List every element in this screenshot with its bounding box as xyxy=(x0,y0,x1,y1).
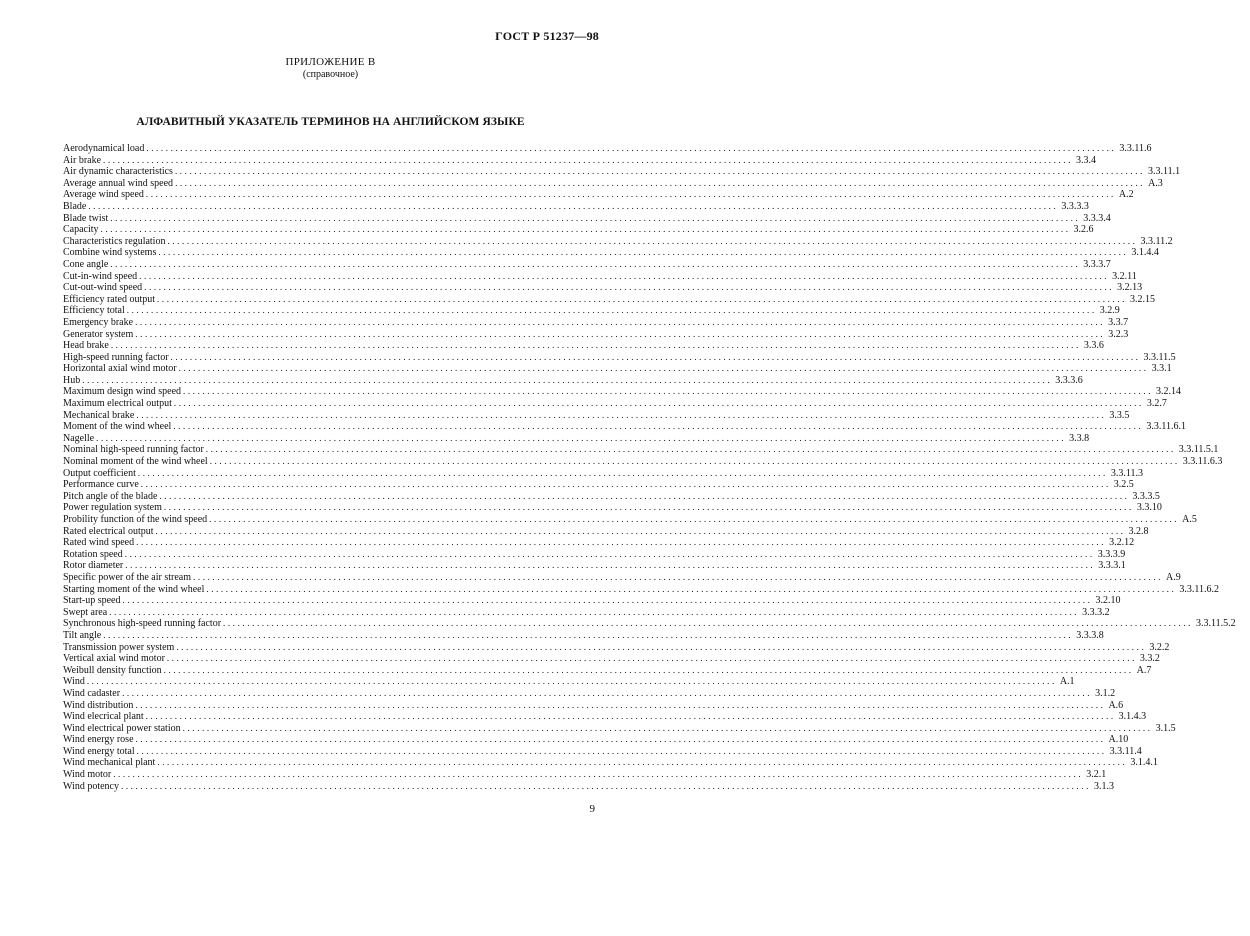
entry-reference: 3.3.2 xyxy=(1139,653,1160,665)
dot-leader: ........................................................................................................................................................................................................ xyxy=(178,363,1149,374)
dot-leader: ........................................................................................................................................................................................................ xyxy=(137,467,1108,478)
dot-leader: ........................................................................................................................................................................................................ xyxy=(88,200,1059,211)
index-entry xyxy=(63,177,1163,190)
dot-leader: ........................................................................................................................................................................................................ xyxy=(136,409,1107,420)
index-entry xyxy=(63,200,1089,213)
entry-term: Rated wind speed xyxy=(63,537,135,549)
entry-term: Starting moment of the wind wheel xyxy=(63,583,205,595)
entry-term: Weibull density function xyxy=(63,664,162,676)
entry-reference: 3.3.11.6.3 xyxy=(1182,456,1223,468)
index-entry xyxy=(63,467,1143,480)
dot-leader: ........................................................................................................................................................................................................ xyxy=(146,143,1117,153)
entry-term: Air brake xyxy=(63,154,102,166)
index-entry xyxy=(63,432,1090,445)
entry-term: Swept area xyxy=(63,606,108,618)
entry-reference: 3.2.14 xyxy=(1156,386,1182,398)
entry-term: Wind motor xyxy=(63,769,112,781)
index-entry xyxy=(63,258,1111,271)
entry-reference: 3.3.11.5.2 xyxy=(1196,618,1236,630)
dot-leader: ........................................................................................................................................................................................................ xyxy=(135,734,1106,745)
page-number: 9 xyxy=(589,803,595,815)
entry-term: Wind potency xyxy=(63,780,119,792)
entry-term: Wind distribution xyxy=(63,699,134,711)
entry-reference: 3.2.15 xyxy=(1130,293,1156,305)
entry-reference: 3.3.3.3 xyxy=(1061,200,1089,212)
dot-leader: ........................................................................................................................................................................................................ xyxy=(206,583,1177,594)
entry-term: Power regulation system xyxy=(63,502,162,514)
dot-leader: ........................................................................................................................................................................................................ xyxy=(120,780,1091,791)
dot-leader: ........................................................................................................................................................................................................ xyxy=(122,595,1093,606)
index-entry xyxy=(63,595,1121,607)
entry-reference: 3.1.3 xyxy=(1093,780,1114,792)
dot-leader: ........................................................................................................................................................................................................ xyxy=(145,189,1116,200)
dot-leader: ........................................................................................................................................................................................................ xyxy=(145,711,1116,722)
entry-reference: A.2 xyxy=(1118,189,1134,201)
entry-reference: 3.1.4.3 xyxy=(1118,711,1147,723)
entry-reference: 3.2.10 xyxy=(1095,595,1121,607)
dot-leader: ........................................................................................................................................................................................................ xyxy=(139,270,1110,281)
dot-leader: ........................................................................................................................................................................................................ xyxy=(155,525,1126,536)
entry-reference: 3.3.5 xyxy=(1109,409,1130,421)
entry-term: Generator system xyxy=(63,328,134,340)
entry-reference: 3.3.8 xyxy=(1069,432,1090,444)
entry-term: Moment of the wind wheel xyxy=(63,421,172,433)
dot-leader: ........................................................................................................................................................................................................ xyxy=(209,514,1180,524)
dot-leader: ........................................................................................................................................................................................................ xyxy=(159,490,1130,501)
entry-reference: A.10 xyxy=(1108,734,1129,746)
entry-reference: 3.2.9 xyxy=(1099,305,1120,317)
entry-reference: A.5 xyxy=(1182,514,1197,525)
entry-term: Rated electrical output xyxy=(63,525,154,537)
entry-term: Cut-out-wind speed xyxy=(63,282,143,294)
entry-term: Blade xyxy=(63,200,87,212)
entry-reference: 3.3.11.3 xyxy=(1110,467,1143,479)
entry-reference: 3.2.7 xyxy=(1146,398,1167,410)
dot-leader: ........................................................................................................................................................................................................ xyxy=(110,340,1081,351)
index-entry xyxy=(63,143,1152,155)
entry-term: Mechanical brake xyxy=(63,409,135,421)
index-entry xyxy=(63,514,1197,526)
entry-reference: 3.3.11.6.2 xyxy=(1179,583,1220,595)
dot-leader: ........................................................................................................................................................................................................ xyxy=(135,328,1106,339)
entry-term: Performance curve xyxy=(63,479,139,491)
index-entry xyxy=(63,351,1176,364)
entry-term: Nominal high-speed running factor xyxy=(63,444,204,456)
dot-leader: ........................................................................................................................................................................................................ xyxy=(125,560,1096,571)
index-entry xyxy=(63,687,1116,700)
entry-term: Wind cadaster xyxy=(63,687,121,699)
entry-term: Wind energy rose xyxy=(63,734,134,746)
index-entry xyxy=(63,479,1134,491)
dot-leader: ........................................................................................................................................................................................................ xyxy=(163,664,1134,675)
dot-leader: ........................................................................................................................................................................................................ xyxy=(144,282,1115,293)
index-entry xyxy=(63,676,1075,688)
entry-term: Wind electrical power station xyxy=(63,722,181,734)
entry-term: Wind energy total xyxy=(63,745,135,757)
dot-leader: ........................................................................................................................................................................................................ xyxy=(136,745,1107,756)
entry-reference: 3.3.11.4 xyxy=(1109,745,1142,757)
entry-reference: A.6 xyxy=(1108,699,1124,711)
dot-leader: ........................................................................................................................................................................................................ xyxy=(103,154,1074,165)
index-entry xyxy=(63,166,1181,178)
entry-term: Tilt angle xyxy=(63,629,102,641)
dot-leader: ........................................................................................................................................................................................................ xyxy=(122,687,1093,698)
index-entry xyxy=(63,340,1104,352)
entry-term: High-speed running factor xyxy=(63,351,169,363)
dot-leader: ........................................................................................................................................................................................................ xyxy=(173,398,1144,409)
entry-reference: 3.3.11.2 xyxy=(1140,235,1173,247)
entry-term: Horizontal axial wind motor xyxy=(63,363,177,375)
index-entry xyxy=(63,745,1142,758)
dot-leader: ........................................................................................................................................................................................................ xyxy=(166,653,1137,664)
entry-term: Average wind speed xyxy=(63,189,144,201)
entry-reference: 3.3.3.4 xyxy=(1083,212,1111,224)
entry-term: Characteristics regulation xyxy=(63,235,166,247)
entry-reference: 3.3.11.6.1 xyxy=(1146,421,1186,433)
dot-leader: ........................................................................................................................................................................................................ xyxy=(124,548,1095,559)
dot-leader: ........................................................................................................................................................................................................ xyxy=(103,629,1074,640)
index-entry xyxy=(63,502,1162,514)
index-entry xyxy=(63,398,1167,410)
index-entry xyxy=(63,305,1120,317)
index-entry xyxy=(63,606,1110,619)
entry-reference: A.9 xyxy=(1166,571,1181,583)
dot-leader: ........................................................................................................................................................................................................ xyxy=(110,258,1081,269)
dot-leader: ........................................................................................................................................................................................................ xyxy=(100,224,1071,235)
entry-term: Air dynamic characteristics xyxy=(63,166,173,178)
index-entry xyxy=(63,386,1182,398)
index-entry xyxy=(63,247,1159,259)
entry-reference: 3.1.5 xyxy=(1155,722,1176,734)
document-code: ГОСТ Р 51237—98 xyxy=(495,29,599,43)
entry-term: Cut-in-wind speed xyxy=(63,270,138,282)
entry-term: Vertical axial wind motor xyxy=(63,653,165,665)
index-entry xyxy=(63,235,1173,248)
dot-leader: ........................................................................................................................................................................................................ xyxy=(136,537,1107,548)
entry-term: Combine wind systems xyxy=(63,247,157,259)
entry-reference: 3.2.2 xyxy=(1149,641,1170,653)
index-entry xyxy=(63,780,1114,793)
dot-leader: ........................................................................................................................................................................................................ xyxy=(176,641,1147,652)
index-entry xyxy=(63,641,1170,654)
index-entry xyxy=(63,282,1143,294)
dot-leader: ........................................................................................................................................................................................................ xyxy=(175,177,1146,188)
entry-reference: A.7 xyxy=(1136,664,1152,676)
entry-term: Aerodynamical load xyxy=(63,143,145,154)
entry-reference: 3.3.3.7 xyxy=(1083,258,1111,270)
entry-term: Wind xyxy=(63,676,85,688)
dot-leader: ........................................................................................................................................................................................................ xyxy=(157,757,1128,768)
entry-reference: 3.3.11.5.1 xyxy=(1178,444,1219,456)
dot-leader: ........................................................................................................................................................................................................ xyxy=(223,618,1194,629)
index-entry xyxy=(63,571,1181,584)
dot-leader: ........................................................................................................................................................................................................ xyxy=(182,722,1153,733)
index-entry xyxy=(63,525,1149,538)
dot-leader: ........................................................................................................................................................................................................ xyxy=(82,374,1053,385)
dot-leader: ........................................................................................................................................................................................................ xyxy=(163,502,1134,513)
appendix-title: ПРИЛОЖЕНИЕ В xyxy=(285,56,376,68)
entry-reference: 3.3.11.6 xyxy=(1119,143,1152,154)
index-entry xyxy=(63,664,1152,677)
dot-leader: ........................................................................................................................................................................................................ xyxy=(167,235,1138,246)
index-entry xyxy=(63,293,1156,306)
index-entry xyxy=(63,722,1176,735)
index-entry xyxy=(63,270,1137,283)
dot-leader: ........................................................................................................................................................................................................ xyxy=(110,212,1081,223)
entry-term: Start-up speed xyxy=(63,595,121,607)
dot-leader: ........................................................................................................................................................................................................ xyxy=(135,316,1106,327)
dot-leader: ........................................................................................................................................................................................................ xyxy=(140,479,1111,490)
dot-leader: ........................................................................................................................................................................................................ xyxy=(109,606,1080,617)
entry-reference: 3.2.6 xyxy=(1073,224,1094,236)
entry-term: Head brake xyxy=(63,340,109,352)
entry-term: Average annual wind speed xyxy=(63,177,174,189)
index-entry xyxy=(63,316,1129,329)
index-entry xyxy=(63,734,1129,746)
index-entry xyxy=(63,711,1147,723)
index-entry xyxy=(63,560,1126,572)
entry-term: Specific power of the air stream xyxy=(63,571,192,583)
entry-reference: 3.1.4.1 xyxy=(1130,757,1158,769)
entry-term: Transmission power system xyxy=(63,641,175,653)
entry-reference: 3.2.3 xyxy=(1108,328,1129,340)
dot-leader: ........................................................................................................................................................................................................ xyxy=(135,699,1106,710)
entry-reference: 3.3.3.2 xyxy=(1082,606,1110,618)
entry-term: Nominal moment of the wind wheel xyxy=(63,456,208,468)
term-index-list xyxy=(63,143,1236,792)
entry-term: Maximum design wind speed xyxy=(63,386,182,398)
entry-term: Wind elecrical plant xyxy=(63,711,144,723)
entry-reference: 3.3.11.5 xyxy=(1143,351,1176,363)
entry-term: Maximum electrical output xyxy=(63,398,172,410)
entry-term: Nagelle xyxy=(63,432,95,444)
entry-reference: 3.3.7 xyxy=(1108,316,1129,328)
index-entry xyxy=(63,537,1135,549)
dot-leader: ........................................................................................................................................................................................................ xyxy=(126,305,1097,316)
index-entry xyxy=(63,409,1130,422)
dot-leader: ........................................................................................................................................................................................................ xyxy=(170,351,1141,362)
entry-term: Emergency brake xyxy=(63,316,134,328)
index-entry xyxy=(63,224,1094,236)
index-entry xyxy=(63,154,1097,167)
entry-term: Probility function of the wind speed xyxy=(63,514,208,525)
entry-reference: 3.3.3.9 xyxy=(1097,548,1126,560)
dot-leader: ........................................................................................................................................................................................................ xyxy=(96,432,1067,443)
dot-leader: ........................................................................................................................................................................................................ xyxy=(193,571,1164,582)
dot-leader: ........................................................................................................................................................................................................ xyxy=(157,293,1128,304)
dot-leader: ........................................................................................................................................................................................................ xyxy=(173,421,1144,432)
entry-reference: 3.1.4.4 xyxy=(1131,247,1159,259)
index-heading: АЛФАВИТНЫЙ УКАЗАТЕЛЬ ТЕРМИНОВ НА АНГЛИЙСКОМ ЯЗЫКЕ xyxy=(136,116,525,128)
appendix-note: (справочное) xyxy=(302,69,359,80)
entry-term: Rotor diameter xyxy=(63,560,124,572)
index-entry xyxy=(63,421,1186,433)
entry-reference: 3.3.3.8 xyxy=(1076,629,1104,641)
index-entry xyxy=(63,189,1134,201)
entry-term: Wind mechanical plant xyxy=(63,757,156,769)
entry-reference: A.3 xyxy=(1148,177,1163,189)
dot-leader: ........................................................................................................................................................................................................ xyxy=(205,444,1176,455)
dot-leader: ........................................................................................................................................................................................................ xyxy=(209,456,1180,467)
entry-reference: 3.3.4 xyxy=(1076,154,1097,166)
entry-term: Cone angle xyxy=(63,258,109,270)
entry-term: Efficiency rated output xyxy=(63,293,156,305)
index-entry xyxy=(63,548,1126,561)
entry-reference: 3.2.13 xyxy=(1117,282,1143,294)
index-entry xyxy=(63,699,1124,712)
entry-reference: A.1 xyxy=(1059,676,1075,688)
entry-term: Efficiency total xyxy=(63,305,125,317)
entry-reference: 3.3.11.1 xyxy=(1147,166,1181,178)
entry-term: Capacity xyxy=(63,224,99,236)
index-entry xyxy=(63,629,1104,642)
entry-reference: 3.2.5 xyxy=(1113,479,1134,491)
entry-reference: 3.3.3.1 xyxy=(1098,560,1126,572)
index-entry xyxy=(63,583,1220,596)
entry-reference: 3.3.10 xyxy=(1136,502,1162,514)
dot-leader: ........................................................................................................................................................................................................ xyxy=(113,769,1084,780)
entry-reference: 3.3.3.6 xyxy=(1055,374,1083,386)
dot-leader: ........................................................................................................................................................................................................ xyxy=(183,386,1154,397)
index-entry xyxy=(63,618,1236,630)
dot-leader: ........................................................................................................................................................................................................ xyxy=(158,247,1129,258)
entry-term: Blade twist xyxy=(63,212,109,224)
index-entry xyxy=(63,456,1223,468)
entry-reference: 3.2.8 xyxy=(1128,525,1149,537)
entry-term: Synchronous high-speed running factor xyxy=(63,618,222,630)
entry-term: Rotation speed xyxy=(63,548,123,560)
entry-reference: 3.2.11 xyxy=(1112,270,1137,282)
index-entry xyxy=(63,757,1158,769)
entry-reference: 3.2.12 xyxy=(1109,537,1135,549)
index-entry xyxy=(63,490,1160,503)
entry-reference: 3.1.2 xyxy=(1095,687,1116,699)
entry-reference: 3.3.3.5 xyxy=(1132,490,1160,502)
index-entry xyxy=(63,363,1172,375)
index-entry xyxy=(63,653,1160,665)
entry-reference: 3.3.1 xyxy=(1151,363,1172,375)
entry-term: Output coefficient xyxy=(63,467,136,479)
index-entry xyxy=(63,444,1219,456)
entry-term: Hub xyxy=(63,374,81,386)
entry-reference: 3.3.6 xyxy=(1083,340,1104,352)
index-entry xyxy=(63,328,1129,341)
entry-term: Pitch angle of the blade xyxy=(63,490,158,502)
index-entry xyxy=(63,769,1107,781)
dot-leader: ........................................................................................................................................................................................................ xyxy=(174,166,1145,177)
index-entry xyxy=(63,374,1083,387)
dot-leader: ........................................................................................................................................................................................................ xyxy=(86,676,1057,687)
index-entry xyxy=(63,212,1111,225)
entry-reference: 3.2.1 xyxy=(1086,769,1107,781)
